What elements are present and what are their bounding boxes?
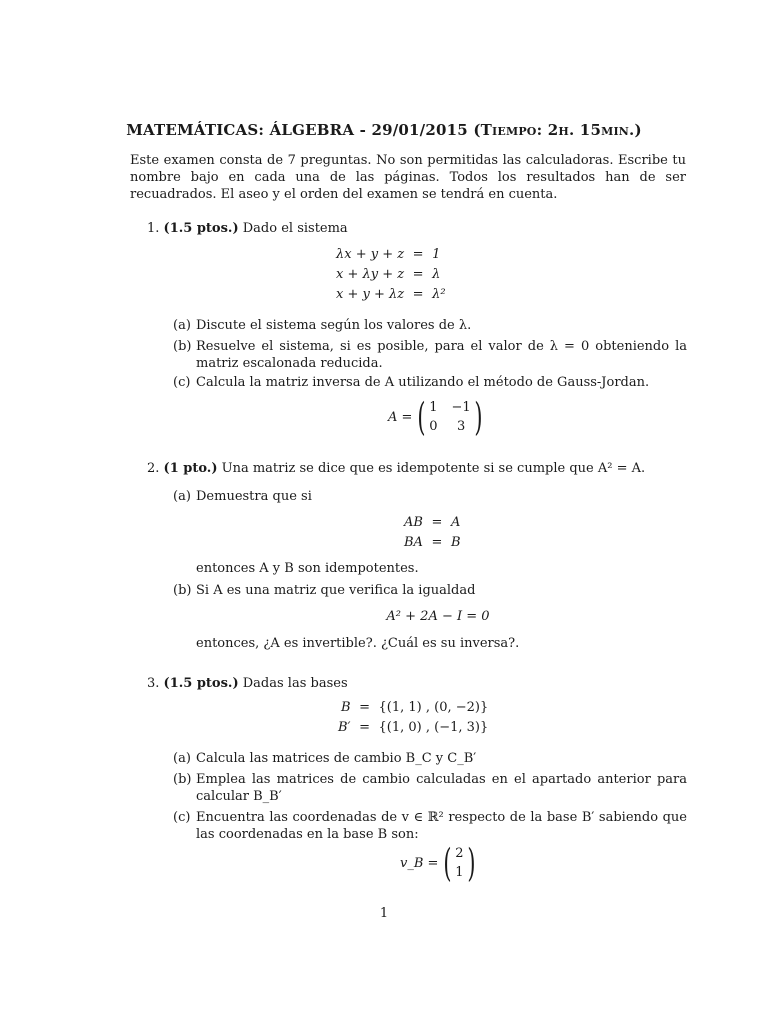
question-text: Dado el sistema: [242, 221, 348, 236]
part-label: (b): [173, 772, 192, 787]
matrix-entry: 0: [429, 419, 438, 434]
matrix-entries: [429, 399, 470, 435]
part-text: entonces A y B son idempotentes.: [196, 561, 419, 576]
part-label: (b): [173, 339, 192, 354]
left-paren: (: [443, 841, 452, 885]
equation-lhs: x + y + λz: [336, 287, 405, 302]
vector-name: v_B =: [400, 855, 439, 871]
equation-lhs: BA: [404, 535, 423, 550]
equation-rhs: B: [450, 535, 461, 550]
q3-vector-vb: [400, 841, 478, 885]
question-text: Dadas las bases: [242, 676, 348, 691]
right-paren: ): [474, 395, 483, 439]
page-number: 1: [379, 906, 389, 921]
question-number: 2.: [147, 461, 160, 476]
title-main: MATEMÁTICAS: ÁLGEBRA - 29/01/2015: [126, 121, 468, 139]
part-text: Si A es una matriz que verifica la igualdad: [196, 583, 476, 598]
exam-title: [0, 122, 768, 139]
equation-rhs: A: [450, 515, 461, 530]
part-label: (c): [173, 375, 191, 390]
equation-op: =: [359, 720, 370, 735]
q2-equation-system: [404, 514, 461, 551]
part-text: entonces, ¿A es invertible?. ¿Cuál es su inversa?.: [196, 636, 520, 651]
equation-lhs: AB: [404, 515, 423, 530]
equation-rhs: λ: [432, 267, 441, 282]
matrix-entry: 1: [429, 400, 438, 415]
matrix-entry: 3: [456, 419, 466, 434]
equation-rhs: 1: [432, 247, 441, 262]
q1-matrix-a: [388, 395, 486, 439]
right-paren: ): [466, 841, 476, 885]
vector-entry: 2: [455, 846, 464, 861]
q2-equation: A² + 2A − I = 0: [386, 609, 490, 624]
equation-lhs: λx + y + z: [336, 247, 405, 262]
question-1-heading: [147, 220, 348, 237]
part-text: Calcula la matriz inversa de A utilizando el método de Gauss-Jordan.: [196, 375, 650, 390]
part-label: (c): [173, 810, 191, 825]
left-paren: (: [417, 395, 426, 439]
question-2-heading: [147, 460, 645, 477]
equation-op: =: [412, 267, 424, 282]
equation-op: =: [412, 247, 424, 262]
equation-op: =: [412, 287, 424, 302]
q3-bases: [338, 699, 488, 736]
basis-vectors: {(1, 0) , (−1, 3)}: [378, 720, 489, 735]
question-points: (1.5 ptos.): [163, 221, 239, 236]
title-time: (Tiempo: 2h. 15min.): [473, 121, 642, 139]
question-points: (1 pto.): [163, 461, 218, 476]
part-text: Discute el sistema según los valores de λ.: [196, 318, 472, 333]
question-text: Una matriz se dice que es idempotente si se cumple que A² = A.: [221, 461, 646, 476]
matrix-name: A =: [388, 409, 413, 425]
question-number: 1.: [147, 221, 160, 236]
part-text: Emplea las matrices de cambio calculadas en el apartado anterior para calcular B_B′: [196, 772, 687, 804]
q1-equation-system: [336, 246, 446, 303]
part-text: Encuentra las coordenadas de v ∈ ℝ² respecto de la base B′ sabiendo que las coordenadas en la base B son:: [196, 810, 687, 842]
part-text: Demuestra que si: [196, 489, 312, 504]
part-text: Calcula las matrices de cambio B_C y C_B′: [196, 751, 477, 766]
equation-op: =: [431, 515, 443, 530]
question-3-heading: [147, 675, 348, 692]
part-text: Resuelve el sistema, si es posible, para el valor de λ = 0 obteniendo la matriz escalonada reducida.: [196, 339, 687, 371]
part-label: (b): [173, 583, 192, 598]
matrix-entry: −1: [451, 400, 471, 415]
basis-name: B: [340, 700, 351, 715]
exam-instructions: Este examen consta de 7 preguntas. No son permitidas las calculadoras. Escribe tu nombre bajo en cada una de las páginas. Todos los resultados han de ser recuadrados. El aseo y el orden del examen se tendrá en cuenta.: [130, 153, 686, 202]
equation-op: =: [359, 700, 370, 715]
basis-vectors: {(1, 1) , (0, −2)}: [378, 700, 489, 715]
question-number: 3.: [147, 676, 160, 691]
equation-rhs: λ²: [432, 287, 446, 302]
equation-op: =: [431, 535, 443, 550]
part-label: (a): [173, 489, 191, 504]
basis-name: B′: [338, 720, 351, 735]
vector-entries: [455, 845, 463, 881]
equation-lhs: x + λy + z: [336, 267, 405, 282]
part-label: (a): [173, 318, 191, 333]
vector-entry: 1: [455, 865, 464, 880]
question-points: (1.5 ptos.): [163, 676, 239, 691]
part-label: (a): [173, 751, 191, 766]
